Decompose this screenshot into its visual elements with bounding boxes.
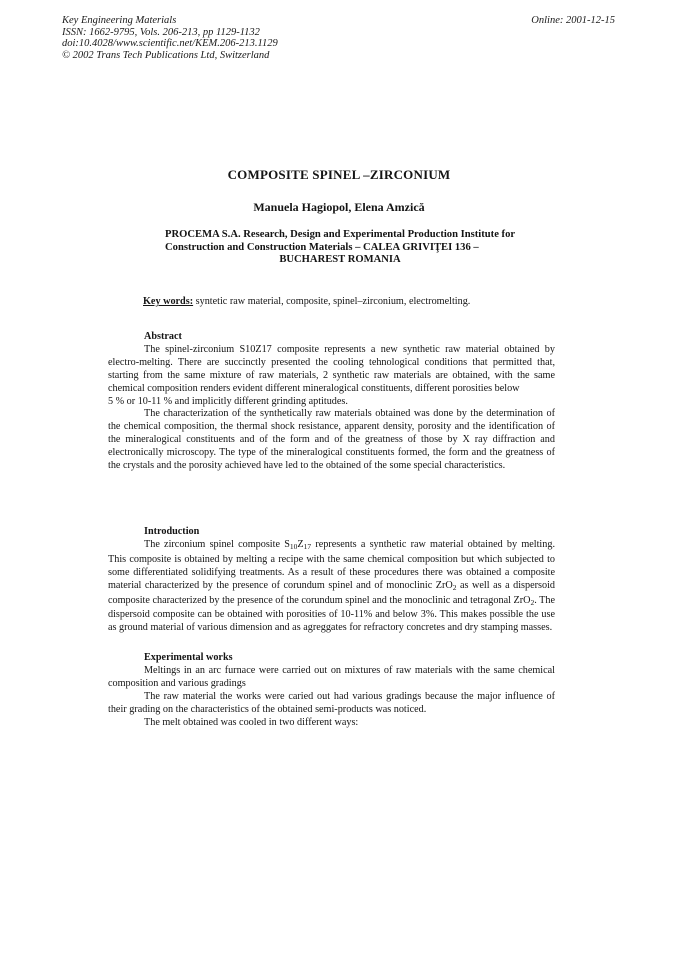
paper-title: COMPOSITE SPINEL –ZIRCONIUM (227, 167, 451, 182)
online-date: Online: 2001-12-15 (531, 15, 615, 26)
keywords (143, 296, 470, 307)
intro-sub-1: 10 (289, 541, 298, 551)
intro-text-c: represents a synthetic raw material obtained by melting. This composite is obtained by melting a recipe with the same chemical composition but which subjected to some differentiated solidifying treatments. As a result of these procedures there was obtained a composite material characterized by the presence of corundum spinel and of monoclinic ZrO (108, 538, 555, 591)
abstract-paragraph-3: The characterization of the synthetically raw materials obtained was done by the determination of the chemical composition, the thermal shock resistance, apparent density, porosity and the identification of the mineralogical constituents and of the form and of the greatness of those by X ray diffraction and electronically microscopy. The type of the mineralogical constituents formed, the form and the greatness of the crystals and the porosity achieved have led to the obtained of the some special characteristics. (108, 408, 555, 472)
doi-line[interactable]: doi:10.4028/www.scientific.net/KEM.206-213.1129 (62, 38, 278, 50)
journal-header (62, 15, 278, 61)
abstract-section (108, 331, 555, 473)
affiliation-line-1: PROCEMA S.A. Research, Design and Experimental Production Institute for (165, 229, 516, 240)
affiliation (165, 229, 535, 267)
intro-text-b: Z (297, 538, 304, 550)
intro-text-a: The zirconium spinel composite S (144, 538, 290, 550)
intro-text-d: as well as a dispersoid composite characterized by the presence of the corundum spinel and the monoclinic and tetragonal ZrO (108, 579, 555, 606)
issn-line: ISSN: 1662-9795, Vols. 206-213, pp 1129-1132 (62, 26, 260, 38)
introduction-heading: Introduction (144, 526, 200, 537)
abstract-paragraph-1: The spinel-zirconium S10Z17 composite represents a new synthetic raw material obtained by electro-melting. There are succinctly presented the cooling tehnological conditions that permitted that, starting from the same mixture of raw materials, 2 synthetic raw materials are obtained, with the same chemical composition renders evident different mineralogical constituents, different porosities below (108, 343, 555, 394)
intro-sub-4: 2 (530, 597, 535, 607)
affiliation-line-3: BUCHAREST ROMANIA (279, 254, 401, 266)
introduction-paragraph (108, 539, 555, 635)
affiliation-line-2: Construction and Construction Materials – CALEA GRIVIŢEI 136 – (165, 241, 479, 253)
intro-sub-3: 2 (452, 582, 457, 592)
experimental-heading: Experimental works (144, 652, 233, 663)
journal-name: Key Engineering Materials (62, 15, 177, 26)
experimental-paragraph-2: The raw material the works were caried out had various gradings because the major influence of their grading on the characteristics of the obtained semi-products was noticed. (108, 690, 555, 715)
experimental-paragraph-3: The melt obtained was cooled in two different ways: (144, 716, 359, 728)
introduction-section (108, 526, 555, 635)
paper-authors: Manuela Hagiopol, Elena Amzică (253, 200, 425, 214)
intro-sub-2: 17 (303, 541, 312, 551)
keywords-text: syntetic raw material, composite, spinel–zirconium, electromelting. (193, 296, 471, 307)
experimental-paragraph-1: Meltings in an arc furnace were carried out on mixtures of raw materials with the same chemical composition and various gradings (108, 664, 555, 689)
intro-text-e: . The dispersoid composite can be obtained with porosities of 10-11% and below 3%. This makes possible the use as ground material of various dimension and as agreggates for refractory concretes and dry stamping masses. (108, 594, 555, 634)
abstract-paragraph-2: 5 % or 10-11 % and implicitly different grinding aptitudes. (108, 395, 348, 407)
abstract-heading: Abstract (144, 331, 182, 342)
copyright-line: © 2002 Trans Tech Publications Ltd, Switzerland (62, 49, 270, 61)
keywords-label: Key words: (143, 296, 194, 307)
experimental-section (108, 652, 555, 729)
